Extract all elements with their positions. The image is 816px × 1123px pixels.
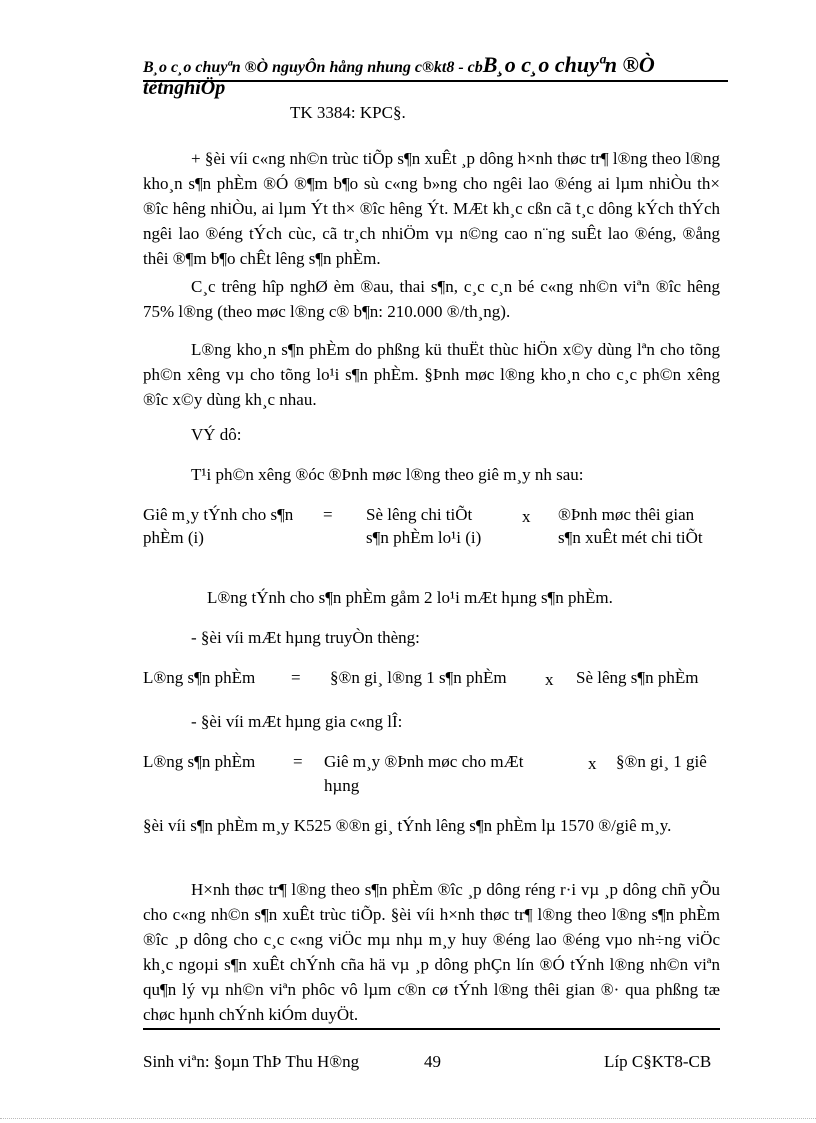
paragraph-4: T¹i ph©n xêng ®óc ®Þnh møc l®ng theo giê m¸y nh sau: bbox=[191, 465, 584, 484]
footer-student-name: Sinh viªn: §oµn ThÞ Thu H®ng bbox=[143, 1052, 360, 1071]
formula-2-mid: §®n gi¸ l®ng 1 s¶n phÈm bbox=[330, 668, 507, 687]
page-header bbox=[143, 52, 655, 78]
formula-3-equals: = bbox=[293, 752, 303, 771]
formula-3-mid-line2: hµng bbox=[324, 776, 360, 795]
formula-1-left-line2: phÈm (i) bbox=[143, 528, 204, 547]
formula-1-equals: = bbox=[323, 505, 333, 524]
paragraph-1: + §èi víi c«ng nh©n trùc tiÕp s¶n xuÊt ¸p dông h×nh thøc tr¶ l®ng theo l®ng kho¸n s¶n phÈm ®Ó ®¶m b¶o sù c«ng b»ng cho ngêi lao ®éng ai lµm nhiÒu th× ®îc hêng nhiÒu, ai lµm Ýt th× ®îc hêng Ýt. MÆt kh¸c cßn cã t¸c dông kÝch thÝch ngêi lao ®éng tÝch cùc, cã tr¸ch nhiÖm vµ n©ng cao n¨ng suÊt lao ®éng, ®ång thêi ®¶m b¶o chÊt lêng s¶n phÈm. bbox=[143, 149, 720, 268]
footer-page-number: 49 bbox=[424, 1052, 441, 1071]
formula-2-right: Sè lêng s¶n phÈm bbox=[576, 668, 699, 687]
header-title-small: B¸o c¸o chuyªn ®Ò nguyÔn hång nhung c®kt8 - cb bbox=[143, 59, 483, 76]
footer-class-code: Líp C§KT8-CB bbox=[604, 1052, 712, 1071]
formula-3-right: §®n gi¸ 1 giê bbox=[616, 752, 707, 771]
paragraph-3: L®ng kho¸n s¶n phÈm do phßng kü thuËt thùc hiÖn x©y dùng lªn cho tõng ph©n xêng vµ cho tõng lo¹i s¶n phÈm. §Þnh møc l®ng kho¸n cho c¸c ph©n xêng ®îc x©y dùng kh¸c nhau. bbox=[143, 340, 720, 409]
formula-3-mid-line1: Giê m¸y ®Þnh møc cho mÆt bbox=[324, 752, 524, 771]
page-bottom-edge bbox=[0, 1118, 816, 1119]
header-title-continued: tètnghiÖp bbox=[143, 77, 226, 99]
formula-1-right-line1: ®Þnh møc thêi gian bbox=[558, 505, 695, 524]
formula-1-right-line2: s¶n xuÊt mét chi tiÕt bbox=[558, 528, 703, 547]
formula-2-equals: = bbox=[291, 668, 301, 687]
formula-1-times: x bbox=[522, 507, 531, 526]
paragraph-6: §èi víi s¶n phÈm m¸y K525 ®®n gi¸ tÝnh lêng s¶n phÈm lµ 1570 ®/giê m¸y. bbox=[143, 816, 672, 835]
paragraph-2: C¸c trêng hîp nghØ èm ®au, thai s¶n, c¸c c¸n bé c«ng nh©n viªn ®îc hêng 75% l®ng (theo møc l®ng c® b¶n: 210.000 ®/th¸ng). bbox=[143, 277, 720, 321]
tk-line: TK 3384: KPC§. bbox=[290, 103, 406, 122]
formula-2-times: x bbox=[545, 670, 554, 689]
header-title-large: B¸o c¸o chuyªn ®Ò bbox=[482, 52, 655, 77]
paragraph-5: L®ng tÝnh cho s¶n phÈm gåm 2 lo¹i mÆt hµng s¶n phÈm. bbox=[207, 588, 613, 607]
bullet-traditional: - §èi víi mÆt hµng truyÒn thèng: bbox=[191, 628, 420, 647]
formula-3-left: L®ng s¶n phÈm bbox=[143, 752, 256, 771]
formula-1-mid-line2: s¶n phÈm lo¹i (i) bbox=[366, 528, 482, 547]
bullet-processing: - §èi víi mÆt hµng gia c«ng lÎ: bbox=[191, 712, 403, 731]
example-label: VÝ dô: bbox=[191, 425, 242, 444]
header-divider bbox=[143, 80, 728, 82]
paragraph-7: H×nh thøc tr¶ l®ng theo s¶n phÈm ®îc ¸p dông réng r·i vµ ¸p dông chñ yÕu cho c«ng nh©n s¶n xuÊt trùc tiÕp. §èi víi h×nh thøc tr¶ l®ng theo l®ng s¶n phÈm ®îc ¸p dông cho c¸c c«ng viÖc mµ nhµ m¸y huy ®éng lao ®éng vµo nh÷ng viÖc kh¸c ngoµi s¶n xuÊt chÝnh cña hä vµ ¸p dông phÇn lín ®Ó tÝnh l®ng nh©n viªn qu¶n lý vµ nh©n viªn phôc vô lµm c®n cø tÝnh l®ng thêi gian ®· qua phßng tæ chøc hµnh chÝnh kiÓm duyÖt. bbox=[143, 880, 720, 1024]
formula-2-left: L®ng s¶n phÈm bbox=[143, 668, 256, 687]
formula-1-mid-line1: Sè lêng chi tiÕt bbox=[366, 505, 473, 524]
formula-3-times: x bbox=[588, 754, 597, 773]
footer-divider bbox=[143, 1028, 720, 1030]
formula-1-left-line1: Giê m¸y tÝnh cho s¶n bbox=[143, 505, 294, 524]
